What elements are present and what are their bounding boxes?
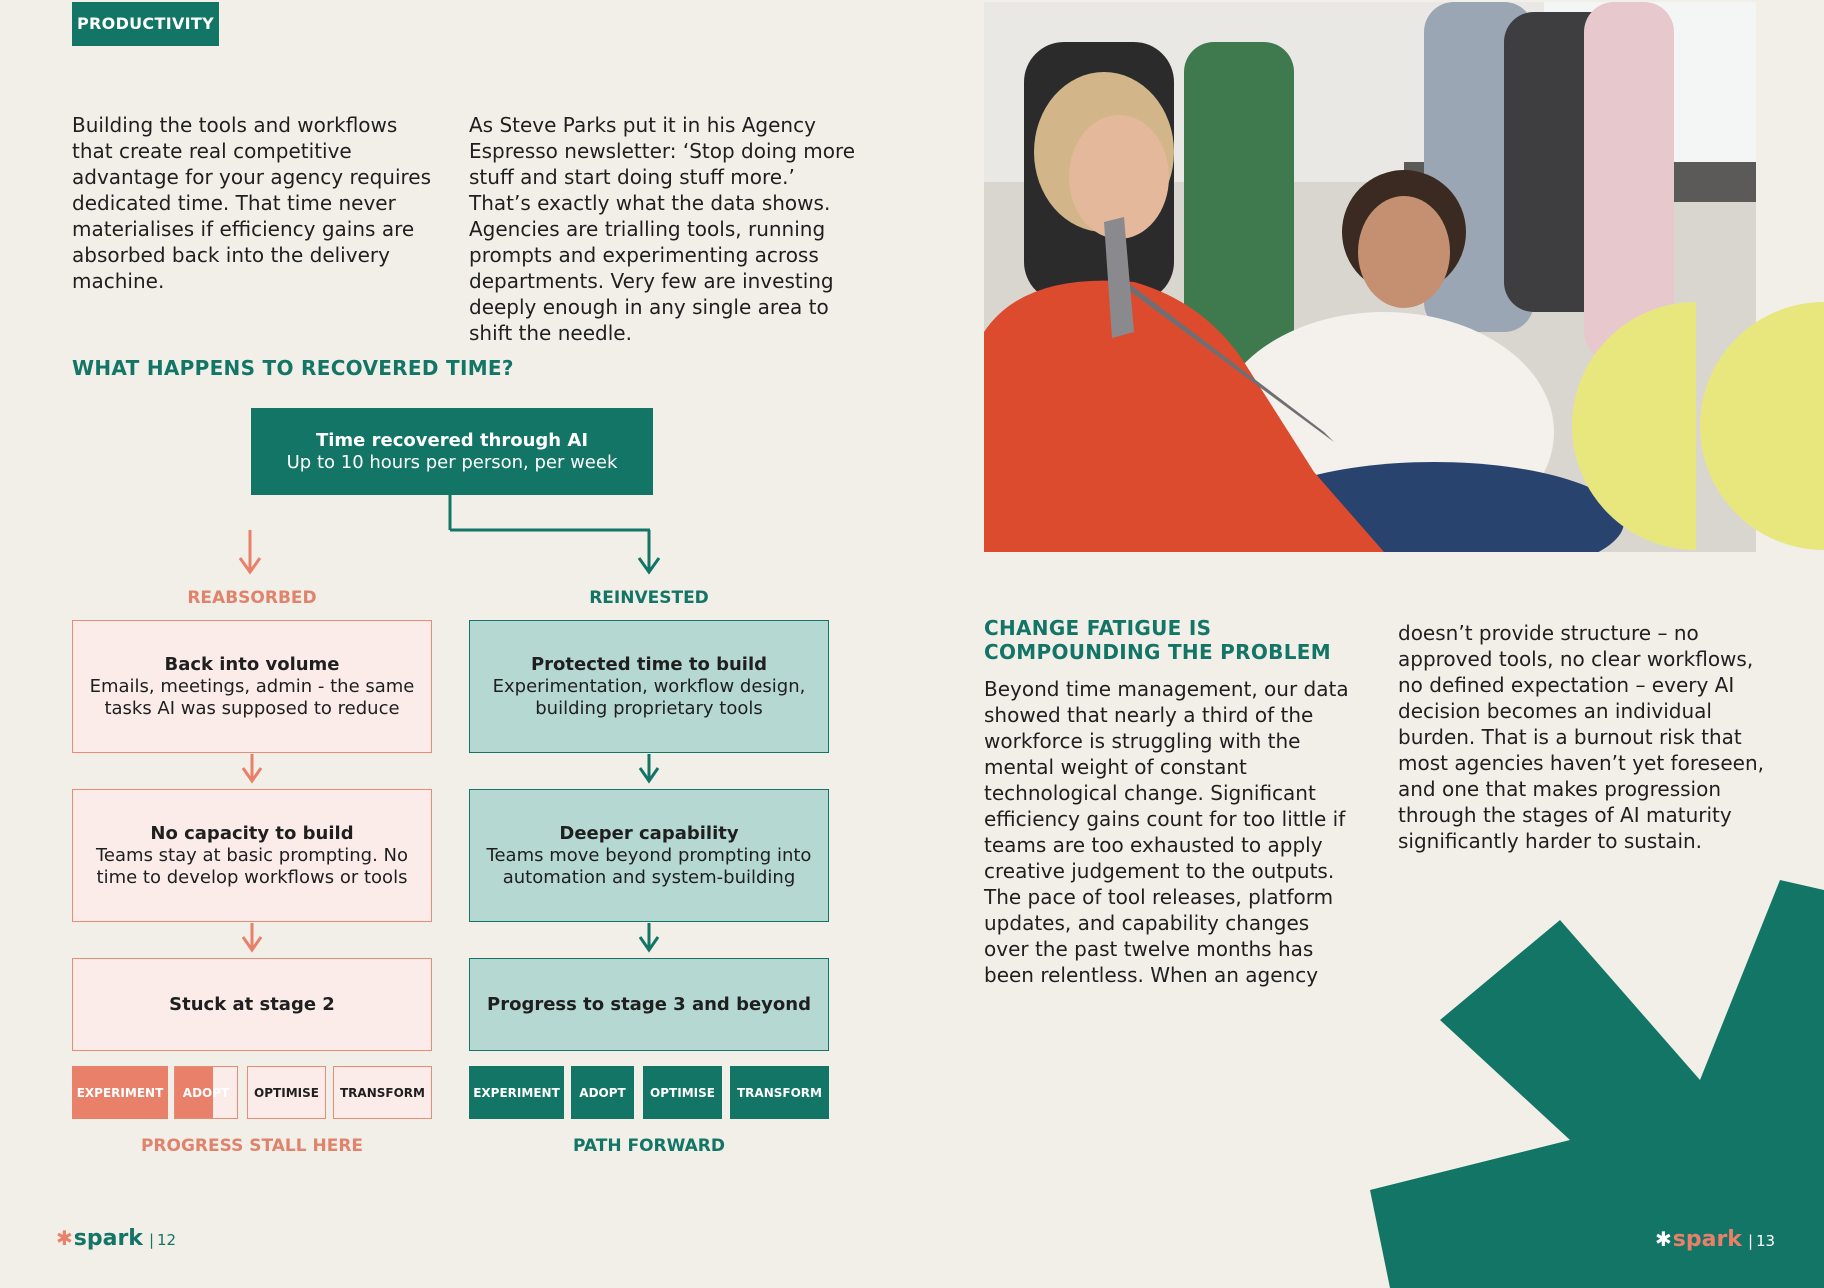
- diagram-top-box: [251, 408, 653, 495]
- stage-chip-adopt-text: ADOPT: [182, 1085, 230, 1100]
- reinvested-box-3: [469, 958, 829, 1051]
- box-title: Deeper capability: [559, 822, 739, 844]
- box-body: Teams stay at basic prompting. No time to develop workflows or tools: [96, 844, 408, 888]
- right-arrow-1: [640, 754, 658, 781]
- progress-stall-label: PROGRESS STALL HERE: [140, 1136, 364, 1156]
- stage-chip-transform: TRANSFORM: [730, 1066, 829, 1119]
- box-title: Stuck at stage 2: [169, 993, 335, 1015]
- stage-chip-adopt: [174, 1066, 238, 1119]
- box-title: No capacity to build: [150, 822, 354, 844]
- spark-wordmark: spark: [73, 1226, 143, 1251]
- spark-wordmark: spark: [1672, 1227, 1742, 1252]
- box-body: Teams move beyond prompting into automation and system-building: [486, 844, 812, 888]
- reabsorbed-box-2: [72, 789, 432, 922]
- reinvested-box-2: [469, 789, 829, 922]
- box-title: Progress to stage 3 and beyond: [487, 993, 811, 1015]
- box-body: Emails, meetings, admin - the same tasks AI was supposed to reduce: [89, 675, 415, 719]
- top-box-subtitle: Up to 10 hours per person, per week: [286, 452, 618, 473]
- intro-paragraph-right: As Steve Parks put it in his Agency Espresso newsletter: ‘Stop doing more stuff and start doing stuff more.’ That’s exactly what the data shows. Agencies are trialling tools, running prompts and experimenting across departments. Very few are investing deeply enough in any single area to shift the needle.: [469, 113, 856, 345]
- spark-logo-left: [56, 1226, 176, 1251]
- spark-star-icon: ✱: [1655, 1227, 1672, 1251]
- fatigue-paragraph-2: doesn’t provide structure – no approved tools, no clear workflows, no defined expectation – every AI decision becomes an individual burden. That is a burnout risk that most agencies haven’t yet foreseen, and one that makes progression through the stages of AI maturity significantly harder to sustain.: [1398, 621, 1764, 853]
- page-number-left: 12: [157, 1231, 177, 1249]
- stage-chip-experiment: EXPERIMENT: [469, 1066, 564, 1119]
- stage-chip-transform: TRANSFORM: [333, 1066, 432, 1119]
- stage-chip-adopt: ADOPT: [571, 1066, 634, 1119]
- path-forward-label: PATH FORWARD: [573, 1136, 725, 1156]
- left-arrow-2: [243, 923, 261, 950]
- fatigue-heading: CHANGE FATIGUE IS COMPOUNDING THE PROBLEM: [984, 616, 1331, 664]
- fatigue-paragraph-1: Beyond time management, our data showed that nearly a third of the workforce is struggling with the mental weight of constant technological change. Significant efficiency gains count for too little if teams are too exhausted to apply creative judgement to the outputs. The pace of tool releases, platform updates, and capability changes over the past twelve months has been relentless. When an agency: [984, 677, 1349, 987]
- page-separator: |: [148, 1231, 154, 1249]
- reabsorbed-box-1: [72, 620, 432, 753]
- stage-chip-experiment: EXPERIMENT: [72, 1066, 168, 1119]
- left-arrow-1: [243, 754, 261, 781]
- diagram-heading: WHAT HAPPENS TO RECOVERED TIME?: [72, 356, 514, 380]
- yellow-semicircles: [1560, 290, 1824, 560]
- section-tag: PRODUCTIVITY: [72, 2, 219, 46]
- reabsorbed-label: REABSORBED: [187, 588, 317, 608]
- box-body: Experimentation, workflow design, building proprietary tools: [492, 675, 806, 719]
- page-separator: |: [1747, 1232, 1753, 1250]
- stage-chip-optimise: OPTIMISE: [247, 1066, 326, 1119]
- stage-chip-optimise: OPTIMISE: [643, 1066, 722, 1119]
- box-title: Protected time to build: [530, 653, 768, 675]
- box-title: Back into volume: [164, 653, 340, 675]
- spark-logo-right: [1655, 1227, 1775, 1252]
- reinvested-box-1: [469, 620, 829, 753]
- branch-connector: [240, 495, 659, 572]
- page-number-right: 13: [1756, 1232, 1776, 1250]
- right-arrow-2: [640, 923, 658, 950]
- reinvested-label: REINVESTED: [589, 588, 709, 608]
- reabsorbed-box-3: [72, 958, 432, 1051]
- spark-star-icon: ✱: [56, 1226, 73, 1250]
- intro-paragraph-left: Building the tools and workflows that create real competitive advantage for your agency requires dedicated time. That time never materialises if efficiency gains are absorbed back into the delivery machine.: [72, 113, 432, 293]
- top-box-title: Time recovered through AI: [315, 430, 589, 451]
